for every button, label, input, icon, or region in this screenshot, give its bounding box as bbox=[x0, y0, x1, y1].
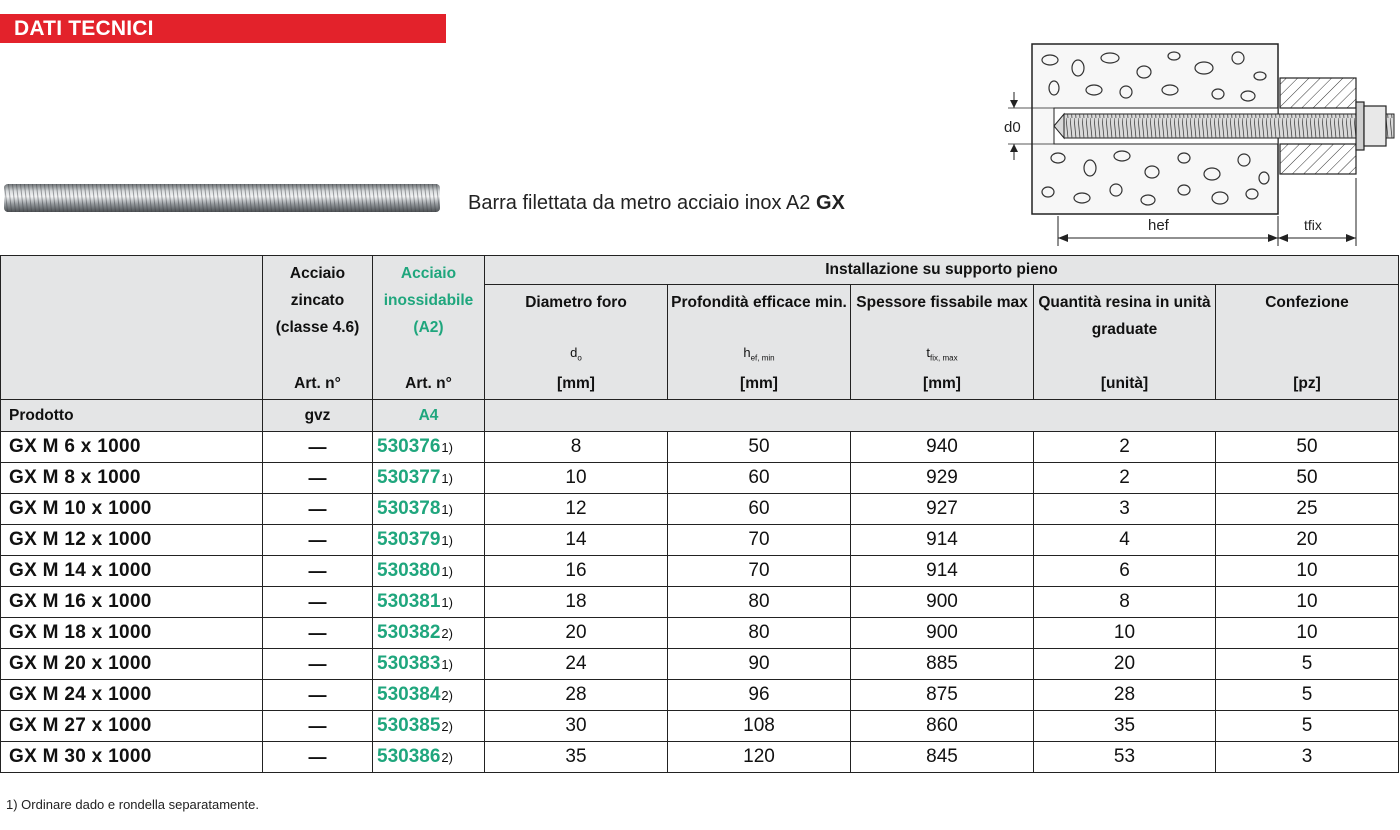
diagram-label-d0: d0 bbox=[1004, 119, 1021, 136]
profondita-value: 80 bbox=[668, 587, 851, 618]
confezione-value: 3 bbox=[1216, 742, 1399, 773]
table-row bbox=[1, 618, 1399, 649]
col-diametro-symbol: $d_o$ bbox=[570, 345, 582, 363]
col-zincato-art: Art. n° bbox=[294, 375, 341, 392]
diametro-value: 10 bbox=[485, 463, 668, 494]
diametro-value: 28 bbox=[485, 680, 668, 711]
col-diametro-label: Diametro foro bbox=[525, 294, 627, 311]
product-caption bbox=[468, 192, 845, 215]
table-row bbox=[1, 556, 1399, 587]
label-prodotto: Prodotto bbox=[1, 400, 263, 432]
article-number bbox=[373, 680, 485, 711]
spessore-value: 900 bbox=[851, 618, 1034, 649]
profondita-value: 60 bbox=[668, 494, 851, 525]
table-row bbox=[1, 587, 1399, 618]
footnote-ref: 1) bbox=[441, 533, 453, 548]
footnote: 1) Ordinare dado e rondella separatamente. bbox=[6, 797, 259, 812]
footnote-ref: 2) bbox=[441, 750, 453, 765]
article-number bbox=[373, 556, 485, 587]
col-spessore-label: Spessore fissabile max bbox=[856, 294, 1028, 311]
quantita-value: 6 bbox=[1034, 556, 1216, 587]
zincato-value: — bbox=[263, 494, 373, 525]
quantita-value: 2 bbox=[1034, 463, 1216, 494]
product-caption-bold: GX bbox=[815, 192, 845, 214]
product-name: GX M 18 x 1000 bbox=[1, 618, 263, 649]
table-row bbox=[1, 463, 1399, 494]
zincato-value: — bbox=[263, 742, 373, 773]
col-profondita bbox=[668, 285, 851, 400]
confezione-value: 25 bbox=[1216, 494, 1399, 525]
col-profondita-unit: [mm] bbox=[740, 375, 778, 392]
article-number-text: 530382 bbox=[377, 622, 441, 643]
zincato-value: — bbox=[263, 432, 373, 463]
footnote-ref: 1) bbox=[441, 471, 453, 486]
confezione-value: 50 bbox=[1216, 463, 1399, 494]
confezione-value: 5 bbox=[1216, 649, 1399, 680]
zincato-value: — bbox=[263, 711, 373, 742]
profondita-value: 80 bbox=[668, 618, 851, 649]
article-number bbox=[373, 742, 485, 773]
col-zincato-label: Acciaio zincato (classe 4.6) bbox=[275, 265, 360, 336]
spessore-value: 914 bbox=[851, 556, 1034, 587]
zincato-value: — bbox=[263, 556, 373, 587]
product-name: GX M 12 x 1000 bbox=[1, 525, 263, 556]
article-number bbox=[373, 432, 485, 463]
article-number bbox=[373, 711, 485, 742]
col-quantita-unit: [unità] bbox=[1100, 375, 1149, 392]
product-caption-text: Barra filettata da metro acciaio inox A2 bbox=[468, 192, 816, 214]
diametro-value: 24 bbox=[485, 649, 668, 680]
quantita-value: 10 bbox=[1034, 618, 1216, 649]
article-number bbox=[373, 587, 485, 618]
table-row bbox=[1, 432, 1399, 463]
confezione-value: 5 bbox=[1216, 711, 1399, 742]
col-confezione-label: Confezione bbox=[1265, 294, 1349, 311]
col-confezione-unit: [pz] bbox=[1293, 375, 1321, 392]
profondita-value: 70 bbox=[668, 525, 851, 556]
product-name: GX M 30 x 1000 bbox=[1, 742, 263, 773]
col-zincato bbox=[263, 256, 373, 400]
footnote-ref: 2) bbox=[441, 719, 453, 734]
article-number-text: 530379 bbox=[377, 529, 441, 550]
confezione-value: 10 bbox=[1216, 618, 1399, 649]
col-spessore-unit: [mm] bbox=[923, 375, 961, 392]
diametro-value: 12 bbox=[485, 494, 668, 525]
header-row bbox=[1, 256, 1399, 285]
spessore-value: 929 bbox=[851, 463, 1034, 494]
article-number bbox=[373, 618, 485, 649]
diametro-value: 16 bbox=[485, 556, 668, 587]
col-inox-art: Art. n° bbox=[405, 375, 452, 392]
quantita-value: 4 bbox=[1034, 525, 1216, 556]
product-name: GX M 6 x 1000 bbox=[1, 432, 263, 463]
zincato-value: — bbox=[263, 680, 373, 711]
diametro-value: 8 bbox=[485, 432, 668, 463]
quantita-value: 8 bbox=[1034, 587, 1216, 618]
confezione-value: 10 bbox=[1216, 556, 1399, 587]
footnote-ref: 2) bbox=[441, 626, 453, 641]
confezione-value: 50 bbox=[1216, 432, 1399, 463]
threaded-rod-image bbox=[4, 180, 440, 216]
footnote-ref: 1) bbox=[441, 502, 453, 517]
article-number-text: 530384 bbox=[377, 684, 441, 705]
profondita-value: 50 bbox=[668, 432, 851, 463]
technical-data-table bbox=[0, 255, 1399, 773]
spessore-value: 885 bbox=[851, 649, 1034, 680]
quantita-value: 53 bbox=[1034, 742, 1216, 773]
article-number-text: 530381 bbox=[377, 591, 441, 612]
installation-diagram bbox=[998, 38, 1396, 252]
spessore-value: 875 bbox=[851, 680, 1034, 711]
diametro-value: 14 bbox=[485, 525, 668, 556]
table-body bbox=[1, 432, 1399, 773]
col-quantita bbox=[1034, 285, 1216, 400]
footnote-ref: 1) bbox=[441, 657, 453, 672]
product-name: GX M 10 x 1000 bbox=[1, 494, 263, 525]
footnote-ref: 1) bbox=[441, 440, 453, 455]
col-spessore-symbol: $t_{fix, max}$ bbox=[926, 345, 958, 363]
footnote-ref: 1) bbox=[441, 595, 453, 610]
table-row bbox=[1, 525, 1399, 556]
article-number-text: 530377 bbox=[377, 467, 441, 488]
product-name: GX M 27 x 1000 bbox=[1, 711, 263, 742]
group-installazione: Installazione su supporto pieno bbox=[485, 256, 1399, 285]
article-number bbox=[373, 463, 485, 494]
col-inox bbox=[373, 256, 485, 400]
zincato-value: — bbox=[263, 587, 373, 618]
article-number bbox=[373, 649, 485, 680]
profondita-value: 90 bbox=[668, 649, 851, 680]
col-profondita-symbol: $h_{ef, min}$ bbox=[743, 345, 775, 363]
profondita-value: 120 bbox=[668, 742, 851, 773]
article-number-text: 530380 bbox=[377, 560, 441, 581]
spessore-value: 927 bbox=[851, 494, 1034, 525]
table-row bbox=[1, 742, 1399, 773]
subheader-row bbox=[1, 400, 1399, 432]
profondita-value: 96 bbox=[668, 680, 851, 711]
col-diametro-unit: [mm] bbox=[557, 375, 595, 392]
spessore-value: 860 bbox=[851, 711, 1034, 742]
article-number bbox=[373, 494, 485, 525]
article-number-text: 530386 bbox=[377, 746, 441, 767]
footnote-ref: 1) bbox=[441, 564, 453, 579]
diametro-value: 20 bbox=[485, 618, 668, 649]
diametro-value: 30 bbox=[485, 711, 668, 742]
profondita-value: 108 bbox=[668, 711, 851, 742]
zincato-value: — bbox=[263, 618, 373, 649]
col-diametro bbox=[485, 285, 668, 400]
diagram-label-hef: hef bbox=[1148, 217, 1169, 234]
section-title: DATI TECNICI bbox=[0, 14, 446, 43]
article-number-text: 530378 bbox=[377, 498, 441, 519]
spessore-value: 940 bbox=[851, 432, 1034, 463]
label-a4: A4 bbox=[373, 400, 485, 432]
diagram-label-tfix: tfix bbox=[1304, 217, 1322, 233]
quantita-value: 3 bbox=[1034, 494, 1216, 525]
confezione-value: 10 bbox=[1216, 587, 1399, 618]
quantita-value: 2 bbox=[1034, 432, 1216, 463]
product-name: GX M 24 x 1000 bbox=[1, 680, 263, 711]
zincato-value: — bbox=[263, 649, 373, 680]
product-name: GX M 20 x 1000 bbox=[1, 649, 263, 680]
col-spessore bbox=[851, 285, 1034, 400]
confezione-value: 20 bbox=[1216, 525, 1399, 556]
product-name: GX M 16 x 1000 bbox=[1, 587, 263, 618]
article-number-text: 530376 bbox=[377, 436, 441, 457]
diametro-value: 35 bbox=[485, 742, 668, 773]
spessore-value: 914 bbox=[851, 525, 1034, 556]
table-row bbox=[1, 494, 1399, 525]
spessore-value: 900 bbox=[851, 587, 1034, 618]
table-row bbox=[1, 711, 1399, 742]
profondita-value: 70 bbox=[668, 556, 851, 587]
col-confezione bbox=[1216, 285, 1399, 400]
footnote-ref: 2) bbox=[441, 688, 453, 703]
label-gvz: gvz bbox=[263, 400, 373, 432]
spessore-value: 845 bbox=[851, 742, 1034, 773]
zincato-value: — bbox=[263, 525, 373, 556]
diametro-value: 18 bbox=[485, 587, 668, 618]
product-name: GX M 14 x 1000 bbox=[1, 556, 263, 587]
article-number-text: 530385 bbox=[377, 715, 441, 736]
col-quantita-label: Quantità resina in unità graduate bbox=[1038, 294, 1211, 338]
article-number bbox=[373, 525, 485, 556]
table-row bbox=[1, 649, 1399, 680]
table-row bbox=[1, 680, 1399, 711]
product-name: GX M 8 x 1000 bbox=[1, 463, 263, 494]
quantita-value: 28 bbox=[1034, 680, 1216, 711]
quantita-value: 35 bbox=[1034, 711, 1216, 742]
profondita-value: 60 bbox=[668, 463, 851, 494]
article-number-text: 530383 bbox=[377, 653, 441, 674]
col-inox-label: Acciaio inossidabile (A2) bbox=[383, 265, 474, 336]
col-profondita-label: Profondità efficace min. bbox=[671, 294, 847, 311]
zincato-value: — bbox=[263, 463, 373, 494]
confezione-value: 5 bbox=[1216, 680, 1399, 711]
quantita-value: 20 bbox=[1034, 649, 1216, 680]
